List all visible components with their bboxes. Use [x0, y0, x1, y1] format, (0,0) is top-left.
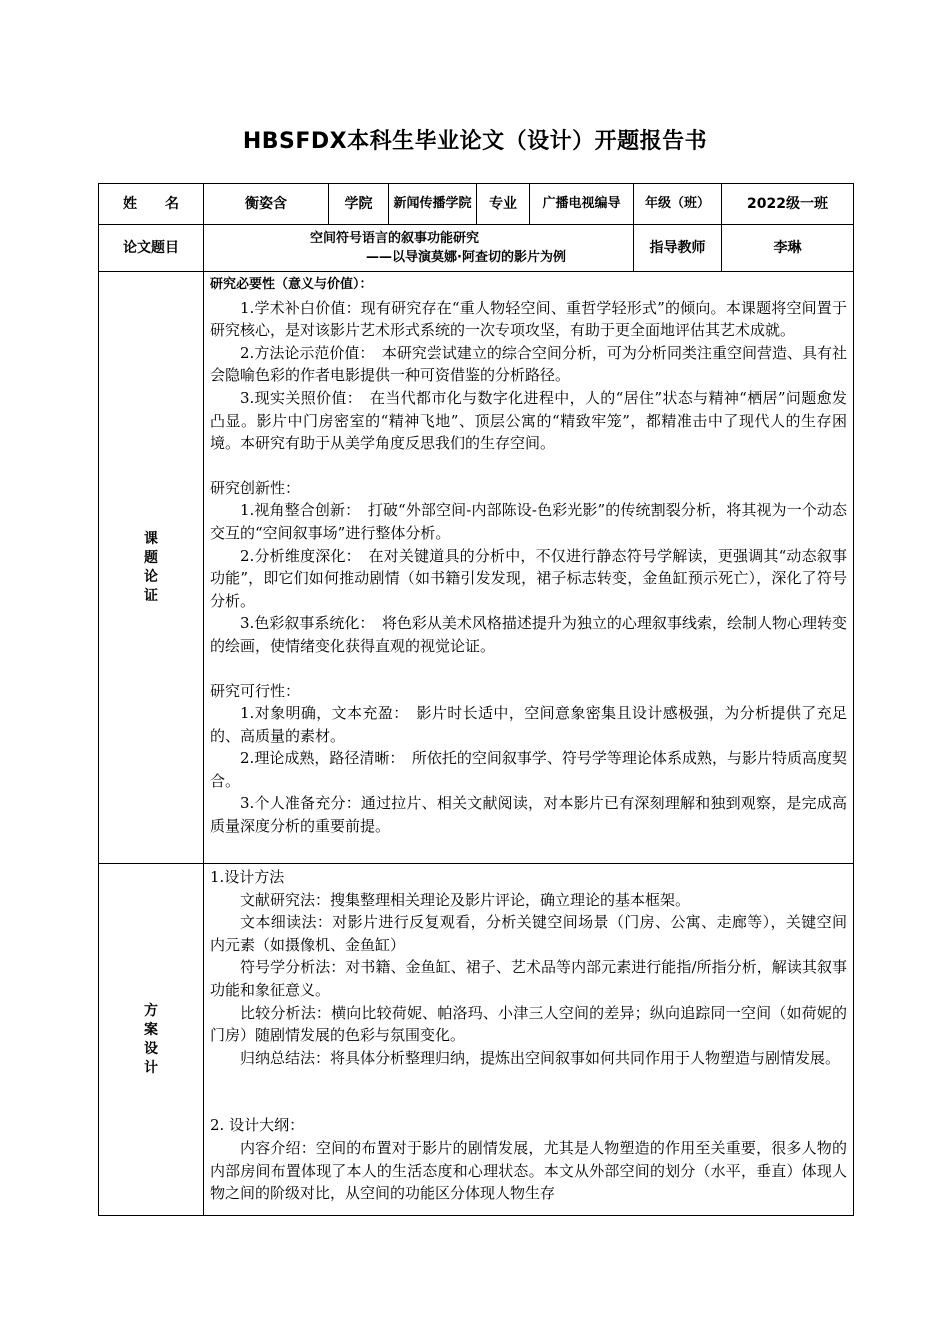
college-label: 学院 [329, 184, 389, 225]
necessity-item: 2.方法论示范价值： 本研究尝试建立的综合空间分析，可为分析同类注重空间营造、具有社会隐喻色彩的作者电影提供一种可资借鉴的分析路径。 [210, 343, 847, 385]
method-item: 符号学分析法：对书籍、金鱼缸、裙子、艺术品等内部元素进行能指/所指分析，解读其叙事功能和象征意义。 [210, 958, 847, 999]
feasibility-heading: 研究可行性： [210, 681, 301, 700]
necessity-item: 1.学术补白价值：现有研究存在“重人物轻空间、重哲学轻形式”的倾向。本课题将空间置于研究核心，是对该影片艺术形式系统的一次专项攻坚，有助于更全面地评估其艺术成就。 [210, 298, 847, 340]
topic-argument-row [99, 272, 854, 864]
thesis-title [204, 225, 634, 272]
advisor-label: 指导教师 [634, 225, 722, 272]
feasibility-item: 3.个人准备充分：通过拉片、相关文献阅读，对本影片已有深刻理解和独到观察，是完成高质量深度分析的重要前提。 [210, 794, 847, 836]
outline-item: 内容介绍：空间的布置对于影片的剧情发展，尤其是人物塑造的作用至关重要，很多人物的内部房间布置体现了本人的生活态度和心理状态。本文从外部空间的划分（水平，垂直）体现人物之间的阶级对比，从空间的功能区分体现人物生存 [210, 1138, 847, 1203]
methods-heading: 1.设计方法 [210, 868, 285, 886]
name-value: 衡姿含 [204, 184, 329, 225]
design-plan-label: 方 案 设 计 [99, 864, 204, 1216]
proposal-form-table [98, 183, 854, 1216]
innovation-item: 2.分析维度深化： 在对关键道具的分析中，不仅进行静态符号学解读，更强调其“动态叙事功能”，即它们如何推动剧情（如书籍引发发现，裙子标志转变，金鱼缸预示死亡），深化了符号分析。 [210, 546, 847, 610]
method-item: 比较分析法：横向比较荷妮、帕洛玛、小津三人空间的差异；纵向追踪同一空间（如荷妮的门房）随剧情发展的色彩与氛围变化。 [210, 1003, 847, 1045]
method-item: 归纳总结法：将具体分析整理归纳，提炼出空间叙事如何共同作用于人物塑造与剧情发展。 [240, 1048, 841, 1067]
method-item: 文献研究法：搜集整理相关理论及影片评论，确立理论的基本框架。 [240, 890, 691, 909]
feasibility-item: 2.理论成熟，路径清晰： 所依托的空间叙事学、符号学等理论体系成熟，与影片特质高度契合。 [210, 749, 847, 790]
grade-value: 2022级一班 [722, 184, 854, 225]
necessity-heading: 研究必要性（意义与价值）： [210, 277, 373, 292]
outline-heading: 2. 设计大纲： [210, 1116, 305, 1135]
document-title: HBSFDX本科生毕业论文（设计）开题报告书 [242, 129, 708, 154]
grade-label: 年级（班） [634, 184, 722, 225]
college-value: 新闻传播学院 [389, 184, 477, 225]
name-label: 姓 名 [99, 184, 204, 225]
method-item: 文本细读法：对影片进行反复观看，分析关键空间场景（门房、公寓、走廊等），关键空间内元素（如摄像机、金鱼缸） [210, 913, 847, 954]
thesis-label: 论文题目 [99, 225, 204, 272]
thesis-title-line2: ——以导演莫娜·阿查切的影片为例 [366, 250, 566, 265]
feasibility-item: 1.对象明确，文本充盈： 影片时长适中，空间意象密集且设计感极强，为分析提供了充足的、高质量的素材。 [210, 704, 847, 745]
advisor-value: 李琳 [722, 225, 854, 272]
innovation-item: 1.视角整合创新： 打破“外部空间-内部陈设-色彩光影”的传统割裂分析，将其视为一个动态交互的“空间叙事场”进行整体分析。 [210, 501, 847, 542]
design-plan-row [99, 864, 854, 1216]
info-row [99, 184, 854, 225]
innovation-item: 3.色彩叙事系统化： 将色彩从美术风格描述提升为独立的心理叙事线索，绘制人物心理转变的绘画，使情绪变化获得直观的视觉论证。 [210, 614, 847, 655]
thesis-row [99, 225, 854, 272]
design-plan-content [204, 864, 854, 1216]
major-value: 广播电视编导 [530, 184, 634, 225]
major-label: 专业 [477, 184, 530, 225]
innovation-heading: 研究创新性： [210, 478, 301, 497]
necessity-item: 3.现实关照价值： 在当代都市化与数字化进程中，人的“居住”状态与精神“栖居”问题愈发凸显。影片中门房密室的“精神飞地”、顶层公寓的“精致牢笼”，都精准击中了现代人的生存困境。本研究有助于从美学角度反思我们的生存空间。 [210, 388, 847, 453]
thesis-title-line1: 空间符号语言的叙事功能研究 [310, 231, 480, 246]
topic-argument-content [204, 272, 854, 864]
topic-argument-label: 课 题 论 证 [99, 272, 204, 864]
